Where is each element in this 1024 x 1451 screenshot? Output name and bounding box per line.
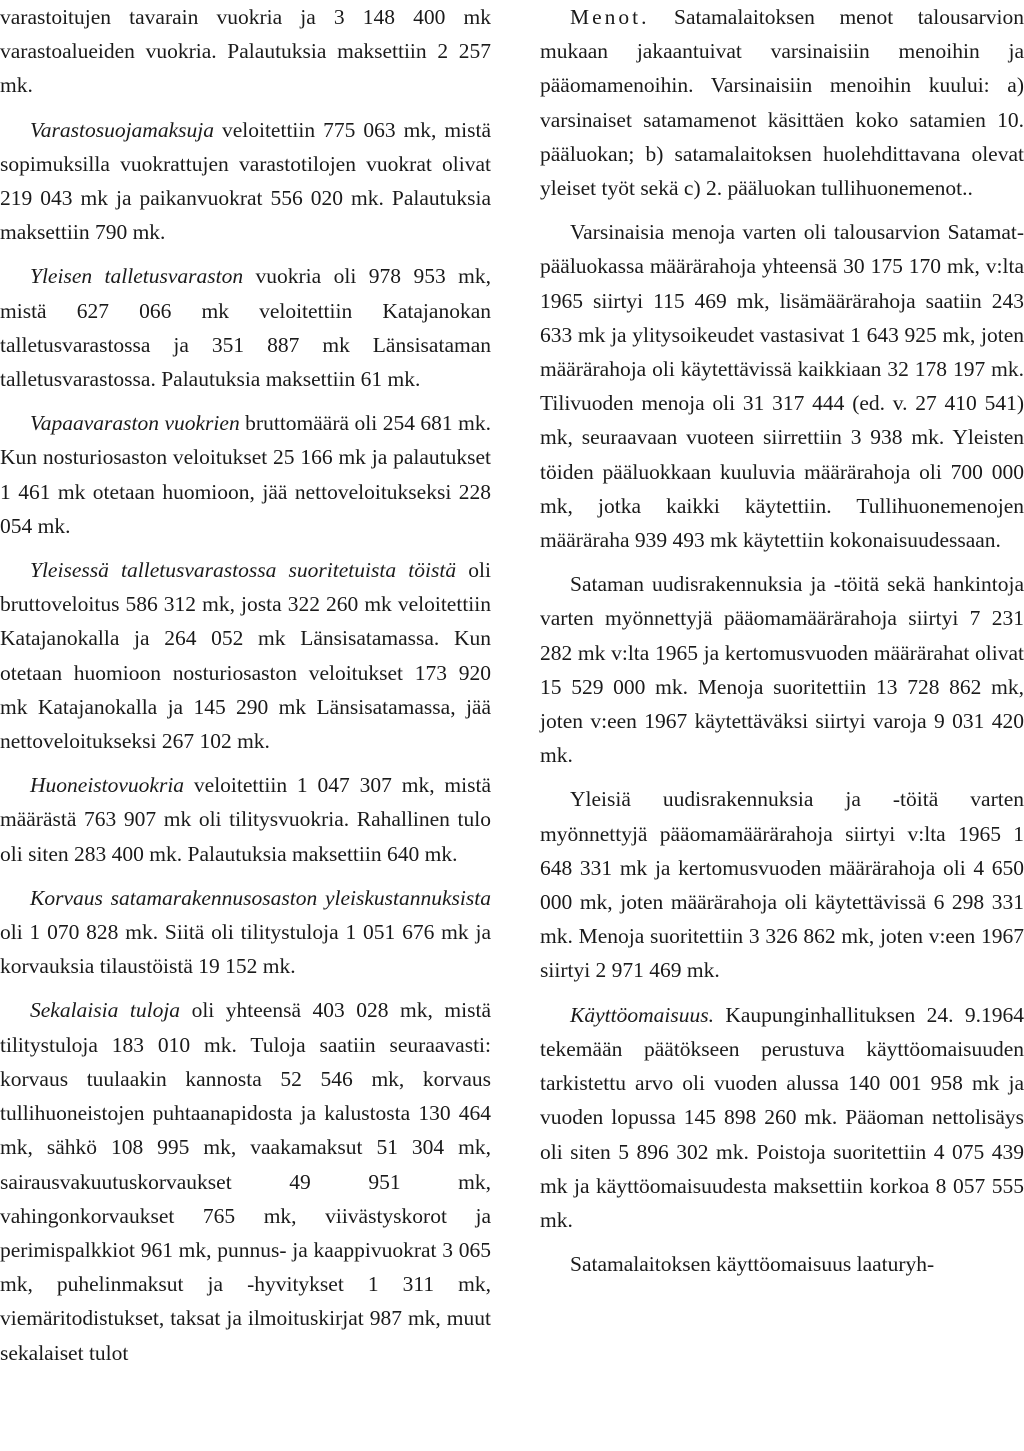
- paragraph-text: Satamalaitoksen käyttöomaisuus laaturyh-: [570, 1252, 935, 1277]
- paragraph-text: Sataman uudisrakennuksia ja -töitä sekä hankintoja varten myönnettyjä pääomamäärärahoja siirtyi 7 231 282 mk v:lta 1965 ja kertomusvuoden määrärahat olivat 15 529 000 mk. Menoja suoritettiin 13 728 862 mk, joten v:een 1967 käytettäväksi siirtyi varoja 9 031 420 mk.: [540, 572, 1024, 768]
- paragraph-lead: Vapaavaraston vuokrien: [30, 411, 240, 436]
- paragraph-text: Kaupunginhallituksen 24. 9.1964 tekemään päätökseen perustuva käyttöomaisuuden tarkistettu arvo oli vuoden alussa 140 001 958 mk ja vuoden lopussa 145 898 260 mk. Pääoman nettolisäys oli siten 5 896 302 mk. Poistoja suoritettiin 4 075 439 mk ja käyttöomaisuudesta maksettiin korkoa 8 057 555 mk.: [540, 1002, 1024, 1232]
- paragraph-public-warehouse: [0, 259, 491, 396]
- paragraph-lead: Sekalaisia tuloja: [30, 998, 181, 1023]
- paragraph-misc-income: [0, 993, 491, 1369]
- paragraph-lead: Korvaus satamarakennusosaston yleiskustannuksista: [30, 885, 491, 910]
- paragraph-warehouse-work: [0, 553, 491, 758]
- paragraph-text: varastoitujen tavarain vuokria ja 3 148 400 mk varastoalueiden vuokria. Palautuksia maksettiin 2 257 mk.: [0, 5, 491, 98]
- paragraph-public-construction: [540, 782, 1024, 987]
- paragraph-text: Satamalaitoksen menot talousarvion mukaan jakaantuivat varsinaisiin menoihin ja pääomamenoihin. Varsinaisiin menoihin kuului: a) varsinaiset satamamenot käsittäen koko satamien 10. pääluokan; b) satamalaitoksen huolehdittavana olevat yleiset työt sekä c) 2. pääluokan tullihuonemenot..: [540, 5, 1024, 201]
- paragraph-text: oli bruttoveloitus 586 312 mk, josta 322 260 mk veloitettiin Katajanokalla ja 264 052 mk Länsisatamassa. Kun otetaan huomioon nosturiosaston veloitukset 173 920 mk Katajanokalla ja 145 290 mk Länsisatamassa, jää nettoveloitukseksi 267 102 mk.: [0, 558, 491, 754]
- paragraph-text: Varsinaisia menoja varten oli talousarvion Satamat-pääluokassa määrärahoja yhteensä 30 175 170 mk, v:lta 1965 siirtyi 115 469 mk, lisämäärärahoja saatiin 243 633 mk ja ylitysoikeudet vastasivat 1 643 925 mk, joten määrärahoja oli käytettävissä kaikkiaan 32 178 197 mk. Tilivuoden menoja oli 31 317 444 (ed. v. 27 410 541) mk, seuraavaan vuoteen siirrettiin 3 938 mk. Yleisten töiden pääluokkaan kuuluvia määrärahoja oli 700 000 mk, jotka kaikki käytettiin. Tullihuonemenojen määräraha 939 493 mk käytettiin kokonaisuudessaan.: [540, 220, 1024, 553]
- paragraph-overhead-compensation: [0, 881, 491, 984]
- paragraph-free-warehouse: [0, 406, 491, 543]
- paragraph-text: bruttomäärä oli 254 681 mk. Kun nosturiosaston veloitukset 25 166 mk ja palautukset 1 461 mk otetaan huomioon, jää nettoveloitukseksi 228 054 mk.: [0, 411, 491, 538]
- paragraph-text: veloitettiin 775 063 mk, mistä sopimuksilla vuokrattujen varastotilojen vuokrat olivat 219 043 mk ja paikanvuokrat 556 020 mk. Palautuksia maksettiin 790 mk.: [0, 117, 491, 245]
- paragraph-lead: Yleisen talletusvaraston: [30, 264, 244, 289]
- paragraph-text: oli yhteensä 403 028 mk, mistä tilitystuloja 183 010 mk. Tuloja saatiin seuraavasti: korvaus tuulaakin kannosta 52 546 mk, korvaus tullihuoneistojen puhtaanapidosta ja kalustosta 130 464 mk, sähkö 108 995 mk, vaakamaksut 51 304 mk, sairausvakuutuskorvaukset 49 951 mk, vahingonkorvaukset 765 mk, viivästyskorot ja perimispalkkiot 961 mk, punnus- ja kaappivuokrat 3 065 mk, puhelinmaksut ja -hyvitykset 1 311 mk, viemäritodistukset, taksat ja ilmoituskirjat 987 mk, muut sekalaiset tulot: [0, 998, 491, 1365]
- paragraph-text: oli 1 070 828 mk. Siitä oli tilitystuloja 1 051 676 mk ja korvauksia tilaustöistä 19 152 mk.: [0, 920, 491, 979]
- paragraph-harbour-construction: [540, 567, 1024, 772]
- paragraph-fixed-assets-continued: [540, 1247, 1024, 1281]
- paragraph-storage-fees: [0, 113, 491, 250]
- paragraph-warehouse-rents: [0, 0, 491, 103]
- paragraph-expenses: [540, 0, 1024, 205]
- right-column: [540, 0, 1024, 1281]
- paragraph-lead: Menot.: [570, 5, 650, 29]
- paragraph-lead: Yleisessä talletusvarastossa suoritetuista töistä: [30, 558, 457, 583]
- paragraph-apartment-rents: [0, 768, 491, 871]
- left-column: [0, 0, 491, 1370]
- paragraph-fixed-assets: [540, 998, 1024, 1237]
- paragraph-text: Yleisiä uudisrakennuksia ja -töitä varten myönnettyjä pääomamäärärahoja siirtyi v:lta 1965 1 648 331 mk ja kertomusvuoden määrärahoja oli 4 650 000 mk, joten määrärahoja oli käytettävissä 6 298 331 mk. Menoja suoritettiin 3 326 862 mk, joten v:een 1967 siirtyi 2 971 469 mk.: [540, 787, 1024, 983]
- paragraph-lead: Huoneistovuokria: [30, 773, 185, 798]
- paragraph-text: veloitettiin 1 047 307 mk, mistä määrästä 763 907 mk oli tilitysvuokria. Rahallinen tulo oli siten 283 400 mk. Palautuksia maksettiin 640 mk.: [0, 773, 491, 866]
- paragraph-ordinary-expenses: [540, 215, 1024, 557]
- paragraph-text: vuokria oli 978 953 mk, mistä 627 066 mk veloitettiin Katajanokan talletusvarastossa ja 351 887 mk Länsisataman talletusvarastossa. Palautuksia maksettiin 61 mk.: [0, 264, 491, 392]
- paragraph-lead: Käyttöomaisuus.: [570, 1002, 714, 1027]
- paragraph-lead: Varastosuojamaksuja: [30, 117, 214, 142]
